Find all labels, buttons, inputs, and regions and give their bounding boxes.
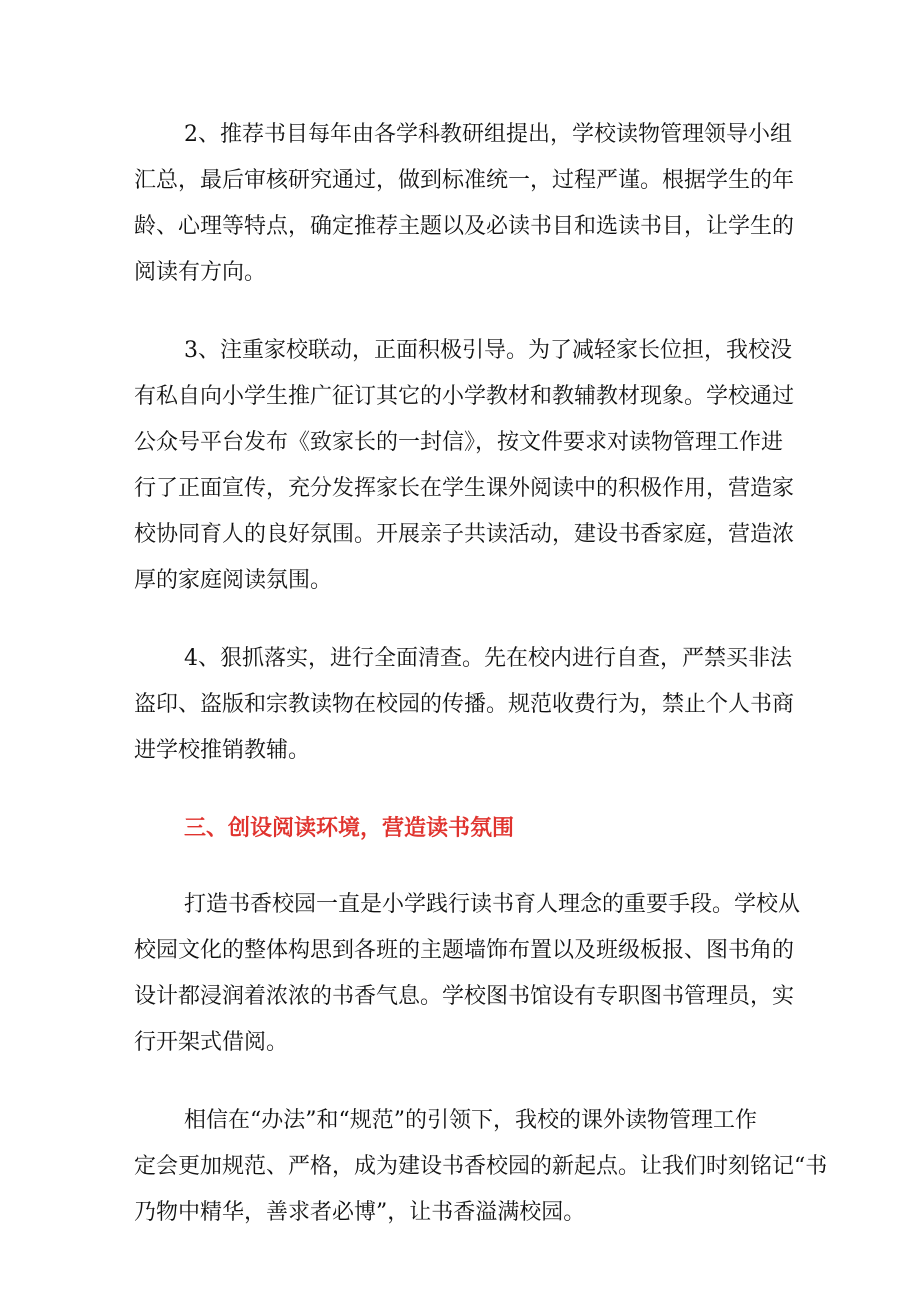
text-line: 汇总，最后审核研究通过，做到标准统一，过程严谨。根据学生的年 [134,168,795,193]
text-line: 龄、心理等特点，确定推荐主题以及必读书目和选读书目，让学生的 [134,214,795,239]
document-body [134,112,828,1268]
text-line: 定会更加规范、严格，成为建设书香校园的新起点。让我们时刻铭记“书 [134,1154,828,1179]
text-line: 阅读有方向。 [134,260,267,285]
paragraph-reading-environment [134,882,801,1066]
text-line: 打造书香校园一直是小学践行读书育人理念的重要手段。学校从 [184,892,801,917]
text-line: 乃物中精华，善求者必博”，让书香溢满校园。 [134,1200,586,1225]
section-heading: 三、创设阅读环境，营造读书氛围 [184,816,515,841]
text-line: 设计都浸润着浓浓的书香气息。学校图书馆设有专职图书管理员，实 [134,984,795,1009]
text-line: 3、注重家校联动，正面积极引导。为了减轻家长位担，我校没 [184,338,792,363]
text-line: 校协同育人的良好氛围。开展亲子共读活动，建设书香家庭，营造浓 [134,522,795,547]
text-line: 公众号平台发布《致家长的一封信》，按文件要求对读物管理工作进 [134,430,784,455]
paragraph-recommended-books [134,112,795,296]
paragraph-inspection [134,636,795,774]
text-line: 厚的家庭阅读氛围。 [134,568,333,593]
text-line: 校园文化的整体构思到各班的主题墙饰布置以及班级板报、图书角的 [134,938,795,963]
text-line: 相信在“办法”和“规范”的引领下，我校的课外读物管理工作 [184,1108,757,1133]
text-line: 4、狠抓落实，进行全面清查。先在校内进行自查，严禁买非法 [184,646,792,671]
text-line: 盗印、盗版和宗教读物在校园的传播。规范收费行为，禁止个人书商 [134,692,795,717]
text-line: 行开架式借阅。 [134,1030,289,1055]
text-line: 2、推荐书目每年由各学科教研组提出，学校读物管理领导小组 [184,122,792,147]
text-line: 有私自向小学生推广征订其它的小学教材和教辅教材现象。学校通过 [134,384,795,409]
text-line: 行了正面宣传，充分发挥家长在学生课外阅读中的积极作用，营造家 [134,476,795,501]
paragraph-home-school-linkage [134,328,795,604]
text-line: 进学校推销教辅。 [134,738,311,763]
paragraph-conclusion [134,1098,828,1236]
